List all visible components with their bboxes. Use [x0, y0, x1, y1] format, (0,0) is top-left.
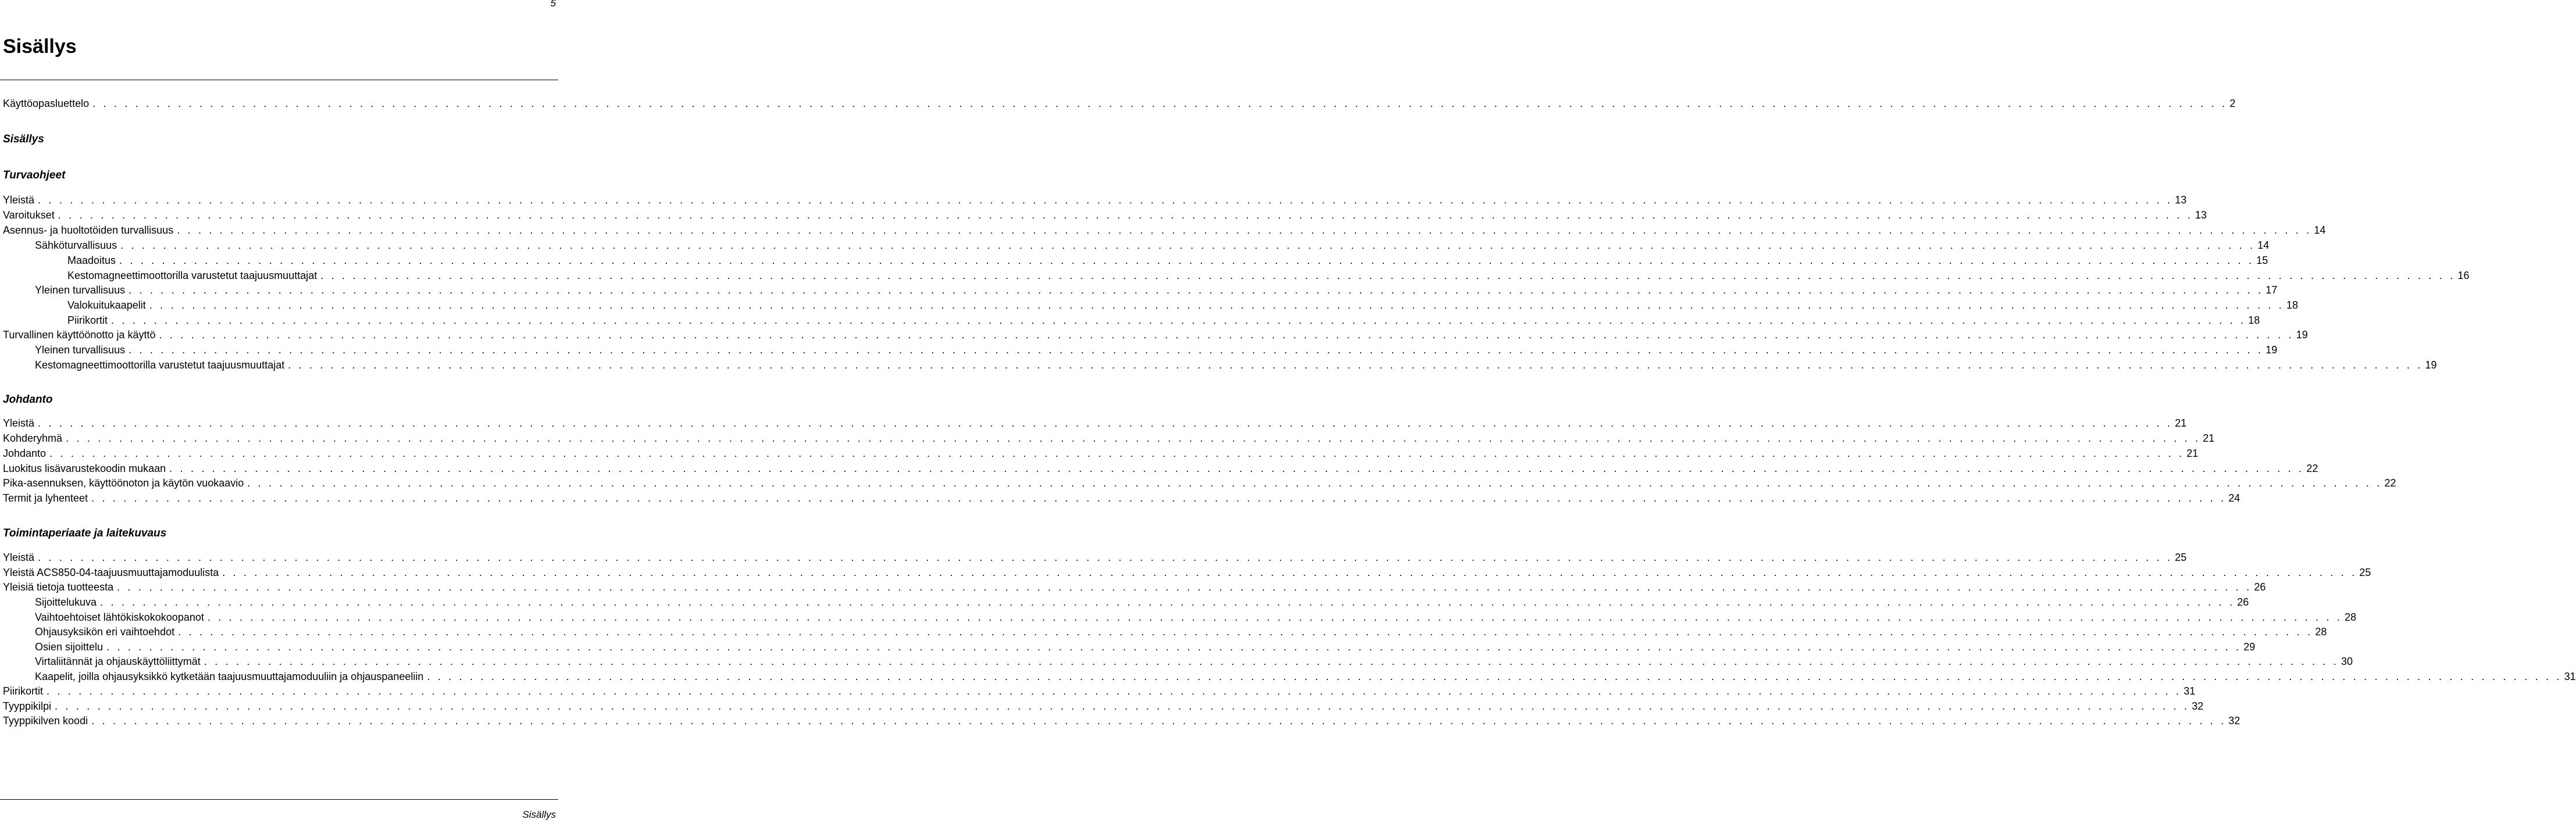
- toc-entry-page: 25: [2359, 567, 2371, 578]
- toc-entry-page: 15: [2256, 255, 2268, 266]
- toc-entry[interactable]: [3, 431, 2215, 446]
- section-heading: Toimintaperiaate ja laitekuvaus: [3, 527, 167, 539]
- toc-entry-page: 21: [2186, 448, 2199, 459]
- toc-entry-label: Termit ja lyhenteet: [3, 492, 88, 504]
- toc-entry-label: Virtaliitännät ja ohjauskäyttöliittymät: [35, 656, 201, 667]
- toc-entry[interactable]: [3, 446, 2199, 461]
- toc-entry[interactable]: [67, 298, 2298, 313]
- toc-entry-label: Turvallinen käyttöönotto ja käyttö: [3, 329, 156, 341]
- dot-leader: . . . . . . . . . . . . . . . . . . . . . . . . . . . . . . . . . . . . . . . . . . . . . . . . . . . . . . . . . . . . . . . . . . . . . . . . . . . . . . . . . . . . . . . . . . . . . . . . . . . . . . . . . . . . . . . . . . . . . . . . . . . . . . . . . . . . . . . . . . . . . . . . . . . . . . . . . . . . . . . . . . . . . . . . . . . . . . . . . . . . . . . . . . . . . . . . . . . . . . . .: [247, 477, 2382, 489]
- toc-entry[interactable]: [35, 282, 2278, 298]
- toc-entry-page: 26: [2237, 596, 2249, 608]
- dot-leader: . . . . . . . . . . . . . . . . . . . . . . . . . . . . . . . . . . . . . . . . . . . . . . . . . . . . . . . . . . . . . . . . . . . . . . . . . . . . . . . . . . . . . . . . . . . . . . . . . . . . . . . . . . . . . . . . . . . . . . . . . . . . . . . . . . . . . . . . . . . . . . . . . . . . . . . . . . . . . . . . . . . . . . . . . . . . . . . . . . . . . . . . . . . . . . . . . . . . . . . .: [129, 284, 2264, 296]
- toc-entry-page: 14: [2314, 224, 2326, 236]
- dot-leader: . . . . . . . . . . . . . . . . . . . . . . . . . . . . . . . . . . . . . . . . . . . . . . . . . . . . . . . . . . . . . . . . . . . . . . . . . . . . . . . . . . . . . . . . . . . . . . . . . . . . . . . . . . . . . . . . . . . . . . . . . . . . . . . . . . . . . . . . . . . . . . . . . . . . . . . . . . . . . . . . . . . . . . . . . . . . . . . . . . . . . . . . . . . . . . . . . . . . . . . .: [129, 344, 2264, 356]
- toc-entry-label: Maadoitus: [67, 255, 116, 266]
- section-heading: Johdanto: [3, 393, 53, 406]
- toc-entry-page: 24: [2228, 492, 2240, 504]
- toc-entry-label: Valokuitukaapelit: [67, 299, 146, 311]
- toc-entry-label: Pika-asennuksen, käyttöönoton ja käytön vuokaavio: [3, 477, 244, 489]
- dot-leader: . . . . . . . . . . . . . . . . . . . . . . . . . . . . . . . . . . . . . . . . . . . . . . . . . . . . . . . . . . . . . . . . . . . . . . . . . . . . . . . . . . . . . . . . . . . . . . . . . . . . . . . . . . . . . . . . . . . . . . . . . . . . . . . . . . . . . . . . . . . . . . . . . . . . . . . . . . . . . . . . . . . . . . . . . . . . . . . . . . . . . . . . . . . . . . . . . . . . . . . .: [106, 641, 2242, 653]
- dot-leader: . . . . . . . . . . . . . . . . . . . . . . . . . . . . . . . . . . . . . . . . . . . . . . . . . . . . . . . . . . . . . . . . . . . . . . . . . . . . . . . . . . . . . . . . . . . . . . . . . . . . . . . . . . . . . . . . . . . . . . . . . . . . . . . . . . . . . . . . . . . . . . . . . . . . . . . . . . . . . . . . . . . . . . . . . . . . . . . . . . . . . . . . . . . . . . . . . . . . . . . .: [49, 448, 2185, 459]
- dot-leader: . . . . . . . . . . . . . . . . . . . . . . . . . . . . . . . . . . . . . . . . . . . . . . . . . . . . . . . . . . . . . . . . . . . . . . . . . . . . . . . . . . . . . . . . . . . . . . . . . . . . . . . . . . . . . . . . . . . . . . . . . . . . . . . . . . . . . . . . . . . . . . . . . . . . . . . . . . . . . . . . . . . . . . . . . . . . . . . . . . . . . . . . . . . . . . . . . . . . . . . .: [169, 463, 2304, 474]
- toc-entry[interactable]: [35, 357, 2437, 373]
- toc-entry[interactable]: [3, 96, 2236, 111]
- toc-entry-page: 17: [2265, 284, 2278, 296]
- toc-entry-page: 22: [2306, 463, 2318, 474]
- toc-entry-label: Asennus- ja huoltotöiden turvallisuus: [3, 224, 174, 236]
- toc-entry[interactable]: [35, 654, 2353, 669]
- toc-entry-label: Vaihtoehtoiset lähtökiskokokoopanot: [35, 611, 204, 623]
- dot-leader: . . . . . . . . . . . . . . . . . . . . . . . . . . . . . . . . . . . . . . . . . . . . . . . . . . . . . . . . . . . . . . . . . . . . . . . . . . . . . . . . . . . . . . . . . . . . . . . . . . . . . . . . . . . . . . . . . . . . . . . . . . . . . . . . . . . . . . . . . . . . . . . . . . . . . . . . . . . . . . . . . . . . . . . . . . . . . . . . . . . . . . . . . . . . . . . . . . . . . . . .: [204, 656, 2339, 667]
- page-title: Sisällys: [3, 35, 77, 58]
- dot-leader: . . . . . . . . . . . . . . . . . . . . . . . . . . . . . . . . . . . . . . . . . . . . . . . . . . . . . . . . . . . . . . . . . . . . . . . . . . . . . . . . . . . . . . . . . . . . . . . . . . . . . . . . . . . . . . . . . . . . . . . . . . . . . . . . . . . . . . . . . . . . . . . . . . . . . . . . . . . . . . . . . . . . . . . . . . . . . . . . . . . . . . . . . . . . . . . . . . . . . . . .: [38, 552, 2173, 563]
- toc-entry-label: Yleistä: [3, 417, 35, 429]
- toc-entry[interactable]: [3, 565, 2371, 580]
- toc-entry[interactable]: [35, 595, 2249, 610]
- dot-leader: . . . . . . . . . . . . . . . . . . . . . . . . . . . . . . . . . . . . . . . . . . . . . . . . . . . . . . . . . . . . . . . . . . . . . . . . . . . . . . . . . . . . . . . . . . . . . . . . . . . . . . . . . . . . . . . . . . . . . . . . . . . . . . . . . . . . . . . . . . . . . . . . . . . . . . . . . . . . . . . . . . . . . . . . . . . . . . . . . . . . . . . . . . . . . . . . . . . . . . . .: [117, 581, 2252, 593]
- toc-entry-page: 19: [2425, 359, 2437, 371]
- toc-entry-label: Ohjausyksikön eri vaihtoehdot: [35, 626, 175, 638]
- toc-entry-label: Kohderyhmä: [3, 432, 63, 444]
- dot-leader: . . . . . . . . . . . . . . . . . . . . . . . . . . . . . . . . . . . . . . . . . . . . . . . . . . . . . . . . . . . . . . . . . . . . . . . . . . . . . . . . . . . . . . . . . . . . . . . . . . . . . . . . . . . . . . . . . . . . . . . . . . . . . . . . . . . . . . . . . . . . . . . . . . . . . . . . . . . . . . . . . . . . . . . . . . . . . . . . . . . . . . . . . . . . . . . . . . . . . . . .: [111, 314, 2246, 326]
- toc-entry[interactable]: [3, 327, 2308, 342]
- dot-leader: . . . . . . . . . . . . . . . . . . . . . . . . . . . . . . . . . . . . . . . . . . . . . . . . . . . . . . . . . . . . . . . . . . . . . . . . . . . . . . . . . . . . . . . . . . . . . . . . . . . . . . . . . . . . . . . . . . . . . . . . . . . . . . . . . . . . . . . . . . . . . . . . . . . . . . . . . . . . . . . . . . . . . . . . . . . . . . . . . . . . . . . . . . . . . . . . . . . . . . . .: [288, 359, 2423, 371]
- toc-entry[interactable]: [3, 713, 2240, 728]
- toc-entry-label: Johdanto: [3, 448, 47, 459]
- toc-entry-label: Yleisiä tietoja tuotteesta: [3, 581, 114, 593]
- dot-leader: . . . . . . . . . . . . . . . . . . . . . . . . . . . . . . . . . . . . . . . . . . . . . . . . . . . . . . . . . . . . . . . . . . . . . . . . . . . . . . . . . . . . . . . . . . . . . . . . . . . . . . . . . . . . . . . . . . . . . . . . . . . . . . . . . . . . . . . . . . . . . . . . . . . . . . . . . . . . . . . . . . . . . . . . . . . . . . . . . . . . . . . . . . . . . . . . . . . . . . . .: [159, 329, 2294, 341]
- toc-entry-page: 32: [2192, 700, 2204, 712]
- toc-entry[interactable]: [35, 624, 2327, 639]
- dot-leader: . . . . . . . . . . . . . . . . . . . . . . . . . . . . . . . . . . . . . . . . . . . . . . . . . . . . . . . . . . . . . . . . . . . . . . . . . . . . . . . . . . . . . . . . . . . . . . . . . . . . . . . . . . . . . . . . . . . . . . . . . . . . . . . . . . . . . . . . . . . . . . . . . . . . . . . . . . . . . . . . . . . . . . . . . . . . . . . . . . . . . . . . . . . . . . . . . . . . . . . .: [47, 685, 2182, 697]
- toc-entry-page: 13: [2195, 209, 2207, 221]
- dot-leader: . . . . . . . . . . . . . . . . . . . . . . . . . . . . . . . . . . . . . . . . . . . . . . . . . . . . . . . . . . . . . . . . . . . . . . . . . . . . . . . . . . . . . . . . . . . . . . . . . . . . . . . . . . . . . . . . . . . . . . . . . . . . . . . . . . . . . . . . . . . . . . . . . . . . . . . . . . . . . . . . . . . . . . . . . . . . . . . . . . . . . . . . . . . . . . . . . . . . . . . .: [38, 194, 2173, 206]
- toc-entry-page: 19: [2265, 344, 2278, 356]
- toc-entry-label: Tyyppikilpi: [3, 700, 52, 712]
- toc-entry-label: Yleinen turvallisuus: [35, 344, 126, 356]
- toc-entry[interactable]: [35, 610, 2357, 625]
- toc-entry[interactable]: [3, 416, 2187, 431]
- toc-entry[interactable]: [35, 669, 2576, 684]
- dot-leader: . . . . . . . . . . . . . . . . . . . . . . . . . . . . . . . . . . . . . . . . . . . . . . . . . . . . . . . . . . . . . . . . . . . . . . . . . . . . . . . . . . . . . . . . . . . . . . . . . . . . . . . . . . . . . . . . . . . . . . . . . . . . . . . . . . . . . . . . . . . . . . . . . . . . . . . . . . . . . . . . . . . . . . . . . . . . . . . . . . . . . . . . . . . . . . . . . . . . . . . .: [58, 209, 2193, 221]
- dot-leader: . . . . . . . . . . . . . . . . . . . . . . . . . . . . . . . . . . . . . . . . . . . . . . . . . . . . . . . . . . . . . . . . . . . . . . . . . . . . . . . . . . . . . . . . . . . . . . . . . . . . . . . . . . . . . . . . . . . . . . . . . . . . . . . . . . . . . . . . . . . . . . . . . . . . . . . . . . . . . . . . . . . . . . . . . . . . . . . . . . . . . . . . . . . . . . . . . . . . . . . .: [92, 98, 2228, 109]
- toc-entry-page: 18: [2286, 299, 2298, 311]
- toc-entry-label: Kestomagneettimoottorilla varustetut taajuusmuuttajat: [35, 359, 285, 371]
- toc-entry-label: Kestomagneettimoottorilla varustetut taajuusmuuttajat: [67, 270, 317, 281]
- toc-entry-label: Varoitukset: [3, 209, 55, 221]
- toc-entry-page: 13: [2175, 194, 2187, 206]
- toc-entry-page: 21: [2203, 432, 2215, 444]
- toc-entry-page: 30: [2341, 656, 2353, 667]
- toc-entry-label: Käyttöopasluettelo: [3, 98, 90, 109]
- toc-entry-page: 28: [2345, 611, 2357, 623]
- dot-leader: . . . . . . . . . . . . . . . . . . . . . . . . . . . . . . . . . . . . . . . . . . . . . . . . . . . . . . . . . . . . . . . . . . . . . . . . . . . . . . . . . . . . . . . . . . . . . . . . . . . . . . . . . . . . . . . . . . . . . . . . . . . . . . . . . . . . . . . . . . . . . . . . . . . . . . . . . . . . . . . . . . . . . . . . . . . . . . . . . . . . . . . . . . . . . . . . . . . . . . . .: [120, 239, 2256, 251]
- toc-entry-page: 2: [2229, 98, 2236, 109]
- dot-leader: . . . . . . . . . . . . . . . . . . . . . . . . . . . . . . . . . . . . . . . . . . . . . . . . . . . . . . . . . . . . . . . . . . . . . . . . . . . . . . . . . . . . . . . . . . . . . . . . . . . . . . . . . . . . . . . . . . . . . . . . . . . . . . . . . . . . . . . . . . . . . . . . . . . . . . . . . . . . . . . . . . . . . . . . . . . . . . . . . . . . . . . . . . . . . . . . . . . . . . . .: [178, 626, 2313, 638]
- dot-leader: . . . . . . . . . . . . . . . . . . . . . . . . . . . . . . . . . . . . . . . . . . . . . . . . . . . . . . . . . . . . . . . . . . . . . . . . . . . . . . . . . . . . . . . . . . . . . . . . . . . . . . . . . . . . . . . . . . . . . . . . . . . . . . . . . . . . . . . . . . . . . . . . . . . . . . . . . . . . . . . . . . . . . . . . . . . . . . . . . . . . . . . . . . . . . . . . . . . . . . . .: [66, 432, 2201, 444]
- toc-entry[interactable]: [3, 699, 2204, 714]
- dot-leader: . . . . . . . . . . . . . . . . . . . . . . . . . . . . . . . . . . . . . . . . . . . . . . . . . . . . . . . . . . . . . . . . . . . . . . . . . . . . . . . . . . . . . . . . . . . . . . . . . . . . . . . . . . . . . . . . . . . . . . . . . . . . . . . . . . . . . . . . . . . . . . . . . . . . . . . . . . . . . . . . . . . . . . . . . . . . . . . . . . . . . . . . . . . . . . . . . . . . . . . .: [427, 671, 2562, 682]
- toc-entry-label: Osien sijoittelu: [35, 641, 104, 653]
- toc-entry-page: 29: [2243, 641, 2256, 653]
- toc-entry[interactable]: [67, 253, 2268, 268]
- dot-leader: . . . . . . . . . . . . . . . . . . . . . . . . . . . . . . . . . . . . . . . . . . . . . . . . . . . . . . . . . . . . . . . . . . . . . . . . . . . . . . . . . . . . . . . . . . . . . . . . . . . . . . . . . . . . . . . . . . . . . . . . . . . . . . . . . . . . . . . . . . . . . . . . . . . . . . . . . . . . . . . . . . . . . . . . . . . . . . . . . . . . . . . . . . . . . . . . . . . . . . . .: [119, 255, 2254, 266]
- toc-entry[interactable]: [3, 491, 2240, 506]
- dot-leader: . . . . . . . . . . . . . . . . . . . . . . . . . . . . . . . . . . . . . . . . . . . . . . . . . . . . . . . . . . . . . . . . . . . . . . . . . . . . . . . . . . . . . . . . . . . . . . . . . . . . . . . . . . . . . . . . . . . . . . . . . . . . . . . . . . . . . . . . . . . . . . . . . . . . . . . . . . . . . . . . . . . . . . . . . . . . . . . . . . . . . . . . . . . . . . . . . . . . . . . .: [91, 715, 2227, 727]
- toc-entry-label: Yleistä ACS850-04-taajuusmuuttajamoduulista: [3, 567, 219, 578]
- toc-entry-label: Luokitus lisävarustekoodin mukaan: [3, 463, 166, 474]
- toc-entry[interactable]: [3, 192, 2187, 207]
- toc-entry-label: Piirikortit: [3, 685, 44, 697]
- toc-entry[interactable]: [67, 268, 2470, 283]
- dot-leader: . . . . . . . . . . . . . . . . . . . . . . . . . . . . . . . . . . . . . . . . . . . . . . . . . . . . . . . . . . . . . . . . . . . . . . . . . . . . . . . . . . . . . . . . . . . . . . . . . . . . . . . . . . . . . . . . . . . . . . . . . . . . . . . . . . . . . . . . . . . . . . . . . . . . . . . . . . . . . . . . . . . . . . . . . . . . . . . . . . . . . . . . . . . . . . . . . . . . . . . .: [320, 270, 2456, 281]
- toc-entry-label: Sähköturvallisuus: [35, 239, 117, 251]
- toc-entry[interactable]: [67, 313, 2260, 328]
- toc-entry-label: Yleistä: [3, 194, 35, 206]
- section-heading: Sisällys: [3, 133, 44, 145]
- dot-leader: . . . . . . . . . . . . . . . . . . . . . . . . . . . . . . . . . . . . . . . . . . . . . . . . . . . . . . . . . . . . . . . . . . . . . . . . . . . . . . . . . . . . . . . . . . . . . . . . . . . . . . . . . . . . . . . . . . . . . . . . . . . . . . . . . . . . . . . . . . . . . . . . . . . . . . . . . . . . . . . . . . . . . . . . . . . . . . . . . . . . . . . . . . . . . . . . . . . . . . . .: [91, 492, 2227, 504]
- toc-entry[interactable]: [3, 207, 2207, 223]
- toc-entry-page: 22: [2384, 477, 2396, 489]
- dot-leader: . . . . . . . . . . . . . . . . . . . . . . . . . . . . . . . . . . . . . . . . . . . . . . . . . . . . . . . . . . . . . . . . . . . . . . . . . . . . . . . . . . . . . . . . . . . . . . . . . . . . . . . . . . . . . . . . . . . . . . . . . . . . . . . . . . . . . . . . . . . . . . . . . . . . . . . . . . . . . . . . . . . . . . . . . . . . . . . . . . . . . . . . . . . . . . . . . . . . . . . .: [38, 417, 2173, 429]
- toc-entry-page: 31: [2183, 685, 2196, 697]
- toc-entry-page: 14: [2257, 239, 2270, 251]
- page-number: 5: [550, 0, 556, 9]
- toc-entry-label: Kaapelit, joilla ohjausyksikkö kytketään taajuusmuuttajamoduuliin ja ohjauspaneeliin: [35, 671, 424, 682]
- dot-leader: . . . . . . . . . . . . . . . . . . . . . . . . . . . . . . . . . . . . . . . . . . . . . . . . . . . . . . . . . . . . . . . . . . . . . . . . . . . . . . . . . . . . . . . . . . . . . . . . . . . . . . . . . . . . . . . . . . . . . . . . . . . . . . . . . . . . . . . . . . . . . . . . . . . . . . . . . . . . . . . . . . . . . . . . . . . . . . . . . . . . . . . . . . . . . . . . . . . . . . . .: [100, 596, 2235, 608]
- toc-entry[interactable]: [3, 223, 2326, 238]
- toc-entry-label: Tyyppikilven koodi: [3, 715, 88, 727]
- toc-entry-label: Piirikortit: [67, 314, 108, 326]
- toc-entry[interactable]: [3, 684, 2196, 699]
- toc-entry-page: 16: [2457, 270, 2470, 281]
- dot-leader: . . . . . . . . . . . . . . . . . . . . . . . . . . . . . . . . . . . . . . . . . . . . . . . . . . . . . . . . . . . . . . . . . . . . . . . . . . . . . . . . . . . . . . . . . . . . . . . . . . . . . . . . . . . . . . . . . . . . . . . . . . . . . . . . . . . . . . . . . . . . . . . . . . . . . . . . . . . . . . . . . . . . . . . . . . . . . . . . . . . . . . . . . . . . . . . . . . . . . . . .: [55, 700, 2190, 712]
- toc-entry-page: 32: [2228, 715, 2240, 727]
- dot-leader: . . . . . . . . . . . . . . . . . . . . . . . . . . . . . . . . . . . . . . . . . . . . . . . . . . . . . . . . . . . . . . . . . . . . . . . . . . . . . . . . . . . . . . . . . . . . . . . . . . . . . . . . . . . . . . . . . . . . . . . . . . . . . . . . . . . . . . . . . . . . . . . . . . . . . . . . . . . . . . . . . . . . . . . . . . . . . . . . . . . . . . . . . . . . . . . . . . . . . . . .: [177, 224, 2312, 236]
- toc-entry-page: 18: [2248, 314, 2260, 326]
- toc-entry-label: Yleinen turvallisuus: [35, 284, 126, 296]
- section-heading: Turvaohjeet: [3, 169, 66, 181]
- footer-rule: [0, 799, 558, 800]
- toc-entry[interactable]: [3, 550, 2187, 565]
- dot-leader: . . . . . . . . . . . . . . . . . . . . . . . . . . . . . . . . . . . . . . . . . . . . . . . . . . . . . . . . . . . . . . . . . . . . . . . . . . . . . . . . . . . . . . . . . . . . . . . . . . . . . . . . . . . . . . . . . . . . . . . . . . . . . . . . . . . . . . . . . . . . . . . . . . . . . . . . . . . . . . . . . . . . . . . . . . . . . . . . . . . . . . . . . . . . . . . . . . . . . . . .: [222, 567, 2357, 578]
- toc-entry-label: Sijoittelukuva: [35, 596, 97, 608]
- toc-entry[interactable]: [35, 639, 2256, 654]
- toc-entry[interactable]: [35, 342, 2278, 357]
- toc-entry-page: 21: [2175, 417, 2187, 429]
- toc-entry-page: 26: [2254, 581, 2266, 593]
- toc-entry[interactable]: [35, 238, 2270, 253]
- toc-entry-label: Yleistä: [3, 552, 35, 563]
- toc-entry[interactable]: [3, 475, 2396, 491]
- dot-leader: . . . . . . . . . . . . . . . . . . . . . . . . . . . . . . . . . . . . . . . . . . . . . . . . . . . . . . . . . . . . . . . . . . . . . . . . . . . . . . . . . . . . . . . . . . . . . . . . . . . . . . . . . . . . . . . . . . . . . . . . . . . . . . . . . . . . . . . . . . . . . . . . . . . . . . . . . . . . . . . . . . . . . . . . . . . . . . . . . . . . . . . . . . . . . . . . . . . . . . . .: [207, 611, 2343, 623]
- toc-entry-page: 25: [2175, 552, 2187, 563]
- toc-entry-page: 28: [2315, 626, 2327, 638]
- toc-entry[interactable]: [3, 461, 2318, 476]
- toc-entry[interactable]: [3, 579, 2266, 595]
- footer-label: Sisällys: [522, 809, 556, 820]
- toc-entry-page: 19: [2296, 329, 2308, 341]
- dot-leader: . . . . . . . . . . . . . . . . . . . . . . . . . . . . . . . . . . . . . . . . . . . . . . . . . . . . . . . . . . . . . . . . . . . . . . . . . . . . . . . . . . . . . . . . . . . . . . . . . . . . . . . . . . . . . . . . . . . . . . . . . . . . . . . . . . . . . . . . . . . . . . . . . . . . . . . . . . . . . . . . . . . . . . . . . . . . . . . . . . . . . . . . . . . . . . . . . . . . . . . .: [149, 299, 2284, 311]
- toc-entry-page: 31: [2564, 671, 2576, 682]
